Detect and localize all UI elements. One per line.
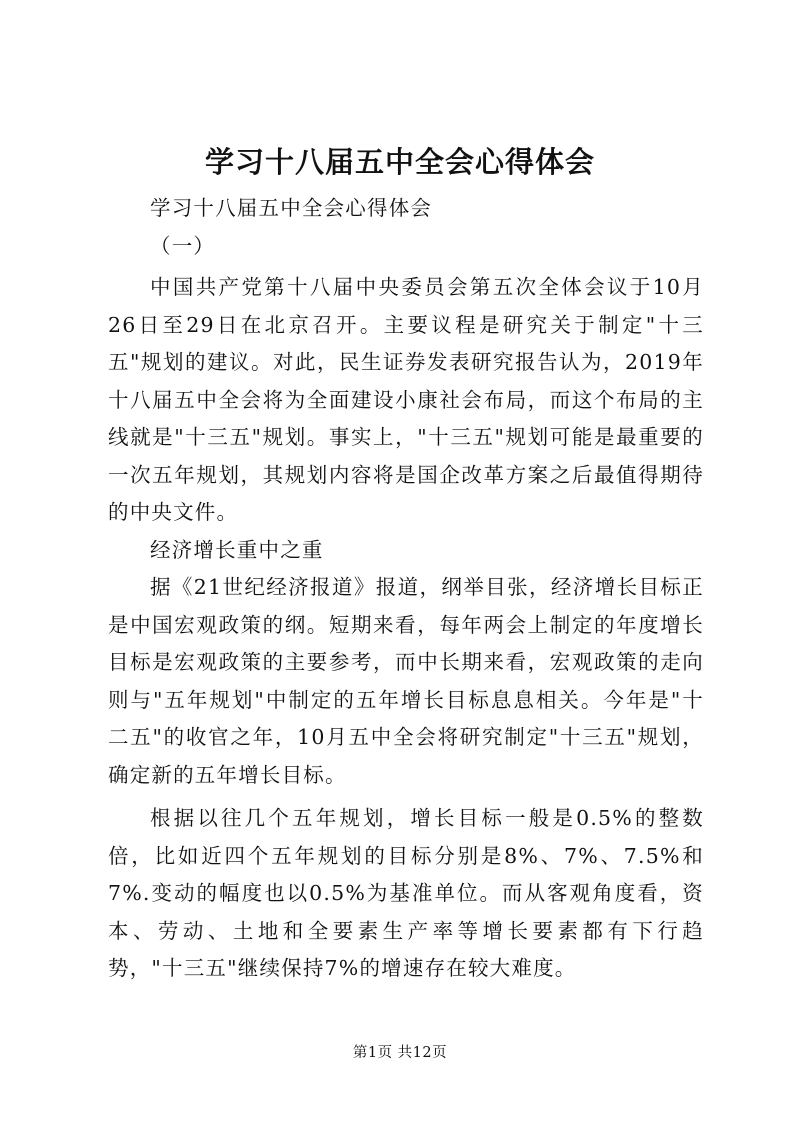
section-number-paragraph: （一） xyxy=(150,233,216,258)
report-paragraph: 据《21世纪经济报道》报道，纲举目张，经济增长目标正是中国宏观政策的纲。短期来看，每年两会上制定的年度增长目标是宏观政策的主要参考，而中长期来看，宏观政策的走向则与"五年规划"中制定的五年增长目标息息相关。今年是"十二五"的收官之年，10月五中全会将研究制定"十三五"规划，确定新的五年增长目标。 xyxy=(108,575,704,787)
section-heading-paragraph: 经济增长重中之重 xyxy=(150,537,324,562)
document-title: 学习十八届五中全会心得体会 xyxy=(204,145,595,179)
document-body xyxy=(108,190,704,988)
page-footer: 第1页 共12页 xyxy=(352,1045,448,1061)
growth-target-paragraph: 根据以往几个五年规划，增长目标一般是0.5%的整数倍，比如近四个五年规划的目标分别是8%、7%、7.5%和7%.变动的幅度也以0.5%为基准单位。而从客观角度看，资本、劳动、土地和全要素生产率等增长要素都有下行趋势，"十三五"继续保持7%的增速存在较大难度。 xyxy=(108,806,704,980)
subtitle-paragraph: 学习十八届五中全会心得体会 xyxy=(150,196,433,220)
intro-paragraph: 中国共产党第十八届中央委员会第五次全体会议于10月26日至29日在北京召开。主要议程是研究关于制定"十三五"规划的建议。对此，民生证券发表研究报告认为，2019年十八届五中全会将为全面建设小康社会布局，而这个布局的主线就是"十三五"规划。事实上，"十三五"规划可能是最重要的一次五年规划，其规划内容将是国企改革方案之后最值得期待的中央文件。 xyxy=(108,275,704,524)
